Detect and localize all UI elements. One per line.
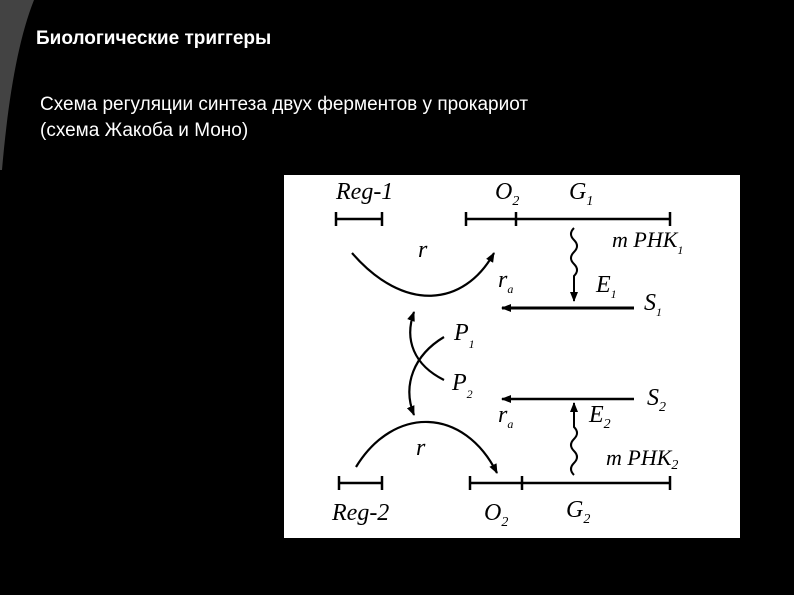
- label-reg-1: Reg-1: [336, 179, 394, 205]
- subtitle-line-1: Схема регуляции синтеза двух ферментов у прокариот: [40, 94, 529, 115]
- label-s1: $S_1$: [644, 290, 662, 319]
- jacob-monod-diagram: [284, 175, 740, 538]
- label-p2: $P_2$: [452, 370, 473, 401]
- label-p1: $P_1$: [454, 320, 475, 351]
- p2-to-r-top-arrow: [410, 312, 444, 380]
- slide-subtitle: [40, 92, 740, 144]
- reg2-gene-segment: [339, 476, 382, 490]
- label-e2: $E_2$: [589, 402, 611, 432]
- label-mrnk1: m $PHK_1$: [612, 227, 684, 257]
- label-ra-top: $r_a$: [498, 267, 514, 296]
- slide-corner-decoration: [0, 0, 80, 170]
- label-e1: $E_1$: [596, 272, 617, 301]
- slide-title: Биологические триггеры: [36, 28, 272, 49]
- repressor-r-arrow-bottom: [356, 422, 497, 473]
- label-r-bottom: r: [416, 435, 426, 461]
- label-reg-2: Reg-2: [332, 500, 390, 526]
- reg1-gene-segment: [336, 212, 382, 226]
- mrna1-wavy-arrow: [571, 228, 577, 301]
- o2-g2-gene-segment: [470, 476, 670, 490]
- label-ra-bottom: $r_a$: [498, 402, 514, 431]
- label-o2-top: $O_2$: [495, 179, 520, 209]
- label-g2: $G_2$: [566, 497, 591, 527]
- label-s2: $S_2$: [647, 385, 666, 415]
- label-o2-bottom: $O_2$: [484, 500, 509, 530]
- label-r-top: r: [418, 237, 428, 263]
- subtitle-line-2: (схема Жакоба и Моно): [40, 120, 249, 141]
- o2-g1-gene-segment: [466, 212, 670, 226]
- mrna2-wavy-arrow: [571, 403, 577, 475]
- label-g1: $G_1$: [569, 179, 594, 209]
- label-mrnk2: m PHK2: [606, 445, 679, 473]
